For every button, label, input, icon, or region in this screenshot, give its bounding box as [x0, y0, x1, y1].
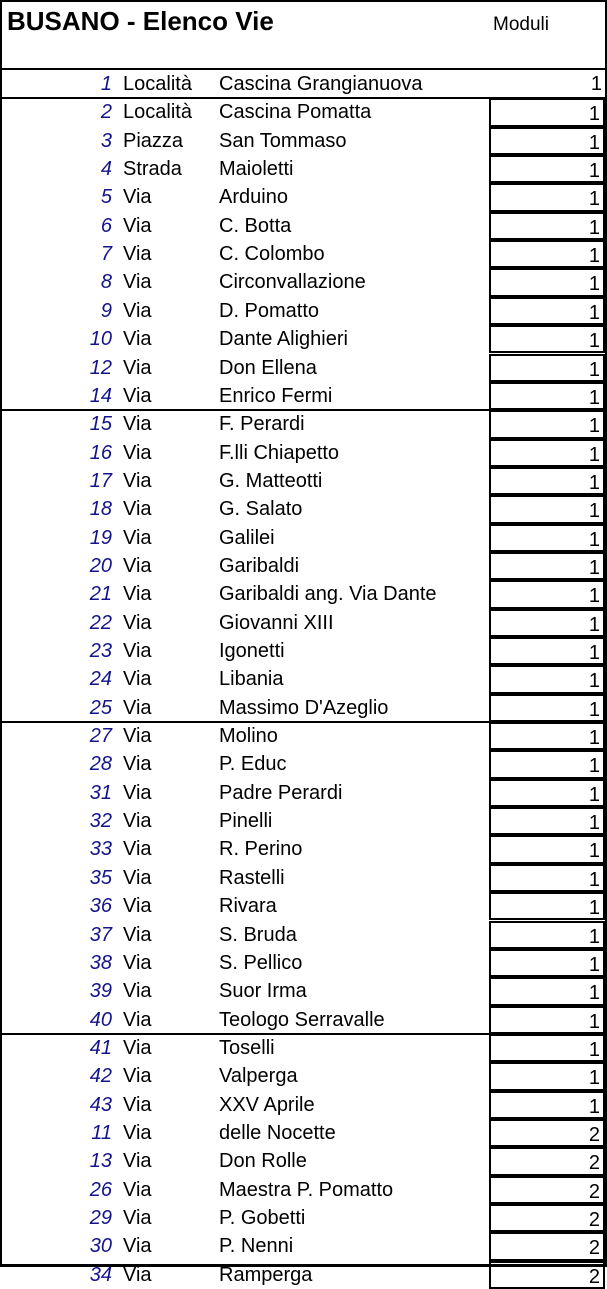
street-name: Massimo D'Azeglio	[219, 696, 389, 719]
table-row	[2, 637, 605, 665]
street-type: Via	[123, 753, 152, 776]
table-row	[2, 1091, 605, 1119]
street-number: 15	[89, 413, 112, 436]
street-type: Via	[123, 810, 152, 833]
street-name: S. Bruda	[219, 923, 297, 946]
street-number: 20	[89, 554, 112, 577]
street-number: 42	[89, 1065, 112, 1088]
street-name: Valperga	[219, 1065, 298, 1088]
table-row	[2, 1006, 605, 1034]
moduli-value: 1	[489, 722, 605, 750]
street-name: Giovanni XIII	[219, 611, 334, 634]
street-name: Cascina Grangianuova	[219, 73, 423, 95]
street-type: Via	[123, 356, 152, 379]
street-type: Via	[123, 469, 152, 492]
street-name: Circonvallazione	[219, 271, 366, 294]
street-type: Via	[123, 243, 152, 266]
moduli-value: 1	[489, 1006, 605, 1034]
moduli-value: 2	[489, 1119, 605, 1147]
moduli-value: 1	[489, 410, 605, 438]
street-name: Galilei	[219, 526, 275, 549]
table-row	[2, 1147, 605, 1175]
street-number: 18	[89, 498, 112, 521]
street-number: 29	[89, 1207, 112, 1229]
street-type: Via	[123, 611, 152, 634]
street-number: 33	[89, 838, 112, 861]
street-type: Via	[123, 214, 152, 237]
street-type: Via	[123, 299, 152, 322]
street-type: Via	[123, 951, 152, 974]
street-type: Via	[123, 186, 152, 209]
street-type: Via	[123, 583, 152, 606]
table-row	[2, 921, 605, 949]
moduli-value: 1	[489, 609, 605, 637]
table-row	[2, 1119, 605, 1147]
street-name: Molino	[219, 725, 278, 748]
table-row	[2, 297, 605, 325]
moduli-value: 1	[489, 580, 605, 608]
table-row	[2, 127, 605, 155]
street-number: 37	[89, 923, 112, 946]
street-name: Enrico Fermi	[219, 384, 333, 407]
moduli-value: 1	[489, 297, 605, 325]
street-number: 38	[89, 951, 112, 974]
street-type: Via	[123, 866, 152, 889]
table-row	[2, 835, 605, 863]
moduli-value: 1	[590, 73, 602, 95]
table-row	[2, 382, 605, 410]
street-number: 10	[89, 328, 112, 351]
moduli-value: 1	[489, 807, 605, 835]
street-number: 19	[89, 526, 112, 549]
moduli-value: 1	[489, 155, 605, 183]
moduli-value: 1	[489, 183, 605, 211]
table-row	[2, 240, 605, 268]
street-name: Rastelli	[219, 866, 285, 889]
table-row	[2, 1034, 605, 1062]
street-number: 8	[100, 271, 112, 294]
street-number: 36	[89, 895, 112, 918]
street-type: Via	[123, 980, 152, 1003]
street-number: 9	[100, 299, 112, 322]
street-type: Via	[123, 668, 152, 691]
street-name: C. Colombo	[219, 243, 325, 266]
street-name: Rivara	[219, 895, 277, 918]
moduli-value: 1	[489, 694, 605, 722]
table-row	[2, 1176, 605, 1204]
street-number: 12	[89, 356, 112, 379]
street-name: R. Perino	[219, 838, 303, 861]
table-row	[2, 609, 605, 637]
table-row	[2, 495, 605, 523]
street-number: 40	[89, 1008, 112, 1031]
street-type: Via	[123, 725, 152, 748]
moduli-value: 1	[489, 98, 605, 126]
table-row	[2, 212, 605, 240]
street-type: Località	[123, 101, 192, 124]
street-number: 2	[100, 101, 112, 124]
table-row	[2, 524, 605, 552]
street-name: Don Ellena	[219, 356, 317, 379]
street-name: D. Pomatto	[219, 299, 320, 322]
table-row	[2, 1261, 605, 1289]
street-name: P. Gobetti	[219, 1207, 306, 1229]
street-name: Toselli	[219, 1036, 275, 1059]
street-name: Igonetti	[219, 640, 285, 662]
street-type: Via	[123, 1065, 152, 1088]
table-row	[2, 807, 605, 835]
moduli-value: 2	[489, 1147, 605, 1175]
street-number: 26	[89, 1178, 112, 1201]
moduli-value: 1	[489, 1062, 605, 1090]
moduli-value: 1	[489, 949, 605, 977]
street-type: Via	[123, 1178, 152, 1201]
street-name: Don Rolle	[219, 1150, 307, 1173]
street-type: Via	[123, 923, 152, 946]
street-number: 27	[89, 725, 112, 748]
street-type: Via	[123, 895, 152, 918]
moduli-value: 1	[489, 921, 605, 949]
street-number: 25	[89, 696, 112, 719]
table-row	[2, 722, 605, 750]
street-type: Via	[123, 1121, 152, 1144]
street-number: 32	[89, 810, 112, 833]
table-row	[2, 439, 605, 467]
street-number: 5	[100, 186, 112, 209]
street-name: G. Matteotti	[219, 469, 323, 492]
table-row	[2, 1232, 605, 1260]
street-type: Strada	[123, 158, 182, 181]
page-title: BUSANO - Elenco Vie	[7, 6, 274, 36]
street-type: Via	[123, 1150, 152, 1173]
moduli-value: 1	[489, 892, 605, 920]
moduli-value: 1	[489, 665, 605, 693]
street-type: Via	[123, 1093, 152, 1116]
moduli-value: 1	[489, 779, 605, 807]
street-type: Via	[123, 781, 152, 804]
street-name: Suor Irma	[219, 980, 307, 1003]
street-name: XXV Aprile	[219, 1093, 315, 1116]
moduli-value: 1	[489, 240, 605, 268]
moduli-value: 2	[489, 1176, 605, 1204]
street-number: 21	[89, 583, 112, 606]
street-name: P. Nenni	[219, 1235, 294, 1258]
street-type: Via	[123, 498, 152, 521]
street-name: Garibaldi	[219, 554, 300, 577]
street-number: 6	[100, 214, 112, 237]
moduli-value: 1	[489, 637, 605, 665]
moduli-value: 1	[489, 354, 605, 382]
street-type: Località	[123, 73, 192, 95]
street-number: 43	[89, 1093, 112, 1116]
street-number: 23	[89, 640, 112, 662]
table-row	[2, 467, 605, 495]
table-row	[2, 977, 605, 1005]
moduli-value: 1	[489, 268, 605, 296]
street-name: S. Pellico	[219, 951, 303, 974]
street-type: Via	[123, 1008, 152, 1031]
street-name: P. Educ	[219, 753, 287, 776]
moduli-value: 1	[489, 467, 605, 495]
moduli-value: 1	[489, 382, 605, 410]
table-row	[2, 552, 605, 580]
street-name: Garibaldi ang. Via Dante	[219, 583, 437, 606]
moduli-value: 2	[489, 1261, 605, 1289]
table-row	[2, 892, 605, 920]
table-row	[2, 580, 605, 608]
moduli-value: 1	[489, 835, 605, 863]
moduli-value: 1	[489, 212, 605, 240]
street-name: F. Perardi	[219, 413, 305, 436]
street-number: 13	[89, 1150, 112, 1173]
street-number: 14	[89, 384, 112, 407]
street-type: Via	[123, 696, 152, 719]
street-number: 17	[89, 469, 112, 492]
table-row	[2, 864, 605, 892]
moduli-value: 1	[489, 524, 605, 552]
street-number: 16	[89, 441, 112, 464]
table-row	[2, 325, 605, 353]
table-row	[2, 410, 605, 438]
street-number: 35	[89, 866, 112, 889]
street-type: Via	[123, 1207, 152, 1229]
table-row	[2, 98, 605, 126]
table-row	[2, 268, 605, 296]
street-number: 1	[100, 73, 112, 95]
street-type: Via	[123, 271, 152, 294]
street-name: Ramperga	[219, 1263, 313, 1286]
table-row	[2, 1062, 605, 1090]
street-name: delle Nocette	[219, 1121, 336, 1144]
street-name: Padre Perardi	[219, 781, 343, 804]
street-number: 22	[89, 611, 112, 634]
street-type: Via	[123, 554, 152, 577]
street-number: 41	[89, 1036, 112, 1059]
street-type: Via	[123, 328, 152, 351]
street-name: G. Salato	[219, 498, 303, 521]
street-type: Via	[123, 441, 152, 464]
street-name: Pinelli	[219, 810, 273, 833]
street-type: Via	[123, 838, 152, 861]
street-number: 3	[100, 129, 112, 152]
moduli-value: 2	[489, 1232, 605, 1260]
table-row	[2, 155, 605, 183]
street-name: F.lli Chiapetto	[219, 441, 340, 464]
street-number: 7	[100, 243, 112, 266]
table-row	[2, 70, 605, 98]
table-row	[2, 665, 605, 693]
street-type: Via	[123, 1235, 152, 1258]
moduli-value: 1	[489, 495, 605, 523]
moduli-value: 1	[489, 325, 605, 353]
table-row	[2, 750, 605, 778]
street-type: Via	[123, 1036, 152, 1059]
street-number: 30	[89, 1235, 112, 1258]
street-name: Teologo Serravalle	[219, 1008, 385, 1031]
moduli-value: 2	[489, 1204, 605, 1232]
street-name: San Tommaso	[219, 129, 347, 152]
table-row	[2, 694, 605, 722]
street-number: 34	[89, 1263, 112, 1286]
street-type: Via	[123, 526, 152, 549]
moduli-value: 1	[489, 1034, 605, 1062]
table-row	[2, 354, 605, 382]
street-type: Via	[123, 640, 152, 662]
street-name: Cascina Pomatta	[219, 101, 372, 124]
street-number: 24	[89, 668, 112, 691]
street-name: Maestra P. Pomatto	[219, 1178, 394, 1201]
street-type: Via	[123, 413, 152, 436]
street-type: Via	[123, 1263, 152, 1286]
moduli-value: 1	[489, 750, 605, 778]
table-row	[2, 183, 605, 211]
street-number: 28	[89, 753, 112, 776]
table-row	[2, 1204, 605, 1232]
street-type: Via	[123, 384, 152, 407]
street-name: Dante Alighieri	[219, 328, 348, 351]
table-row	[2, 779, 605, 807]
street-number: 11	[91, 1121, 112, 1144]
moduli-value: 1	[489, 864, 605, 892]
street-type: Piazza	[123, 129, 184, 152]
moduli-value: 1	[489, 1091, 605, 1119]
street-number: 39	[89, 980, 112, 1003]
moduli-value: 1	[489, 127, 605, 155]
moduli-value: 1	[489, 552, 605, 580]
street-name: Libania	[219, 668, 284, 691]
table-row	[2, 949, 605, 977]
moduli-value: 1	[489, 439, 605, 467]
moduli-column-header: Moduli	[493, 14, 549, 35]
moduli-value: 1	[489, 977, 605, 1005]
street-number: 31	[89, 781, 112, 804]
street-name: Arduino	[219, 186, 288, 209]
street-name: C. Botta	[219, 214, 292, 237]
street-number: 4	[100, 158, 112, 181]
street-name: Maioletti	[219, 158, 294, 181]
